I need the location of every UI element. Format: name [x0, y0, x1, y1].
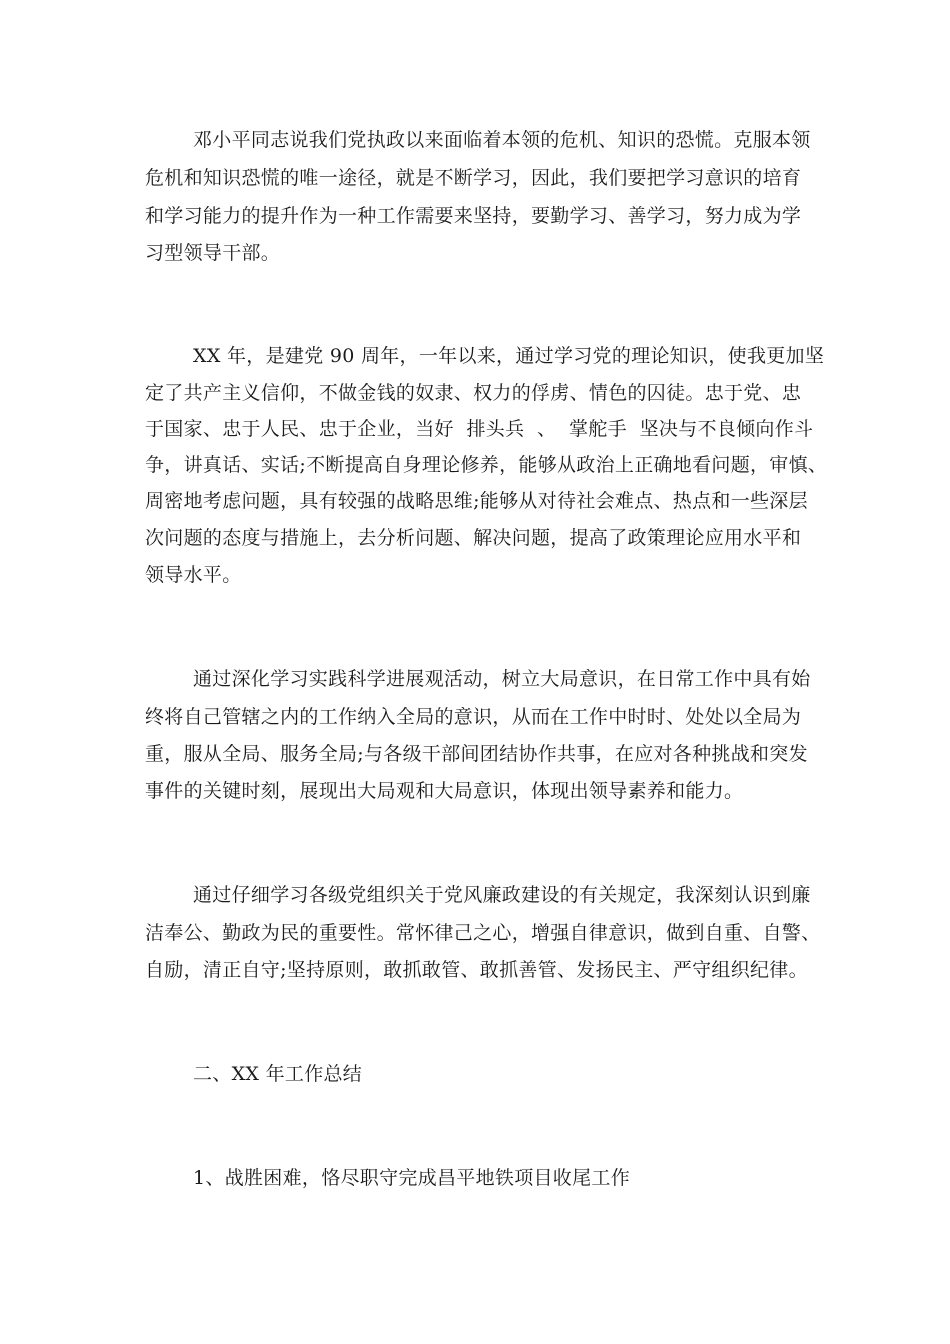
paragraph-line: 领导水平。	[145, 564, 242, 586]
paragraph-line: 通过深化学习实践科学进展观活动，树立大局意识，在日常工作中具有始	[193, 668, 811, 690]
paragraph-line: 自励，清正自守;坚持原则，敢抓敢管、敢抓善管、发扬民主、严守组织纪律。	[145, 959, 808, 981]
paragraph-line: 定了共产主义信仰，不做金钱的奴隶、权力的俘虏、情色的囚徒。忠于党、忠	[145, 382, 802, 404]
section-heading: 二、XX 年工作总结	[193, 1063, 363, 1085]
paragraph-line: 次问题的态度与措施上，去分析问题、解决问题，提高了政策理论应用水平和	[145, 527, 802, 549]
paragraph-line: 和学习能力的提升作为一种工作需要来坚持，要勤学习、善学习，努力成为学	[145, 205, 802, 227]
paragraph-line: 洁奉公、勤政为民的重要性。常怀律己之心，增强自律意识，做到自重、自警、	[145, 922, 821, 944]
paragraph-line: 争，讲真话、实话;不断提高自身理论修养，能够从政治上正确地看问题，审慎、	[145, 454, 828, 476]
paragraph-line: 通过仔细学习各级党组织关于党风廉政建设的有关规定，我深刻认识到廉	[193, 884, 811, 906]
paragraph-line: 事件的关键时刻，展现出大局观和大局意识，体现出领导素养和能力。	[145, 780, 744, 802]
paragraph-line: 重，服从全局、服务全局;与各级干部间团结协作共事，在应对各种挑战和突发	[145, 743, 808, 765]
paragraph-line: 于国家、忠于人民、忠于企业，当好 排头兵 、 掌舵手 坚决与不良倾向作斗	[145, 418, 814, 440]
paragraph-line: XX 年，是建党 90 周年，一年以来，通过学习党的理论知识，使我更加坚	[193, 345, 825, 367]
paragraph-line: 邓小平同志说我们党执政以来面临着本领的危机、知识的恐慌。克服本领	[193, 129, 811, 151]
paragraph-line: 危机和知识恐慌的唯一途径，就是不断学习，因此，我们要把学习意识的培育	[145, 167, 802, 189]
paragraph-line: 习型领导干部。	[145, 242, 281, 264]
paragraph-line: 周密地考虑问题，具有较强的战略思维;能够从对待社会难点、热点和一些深层	[145, 490, 808, 512]
subsection-heading: 1、战胜困难，恪尽职守完成昌平地铁项目收尾工作	[193, 1167, 630, 1189]
paragraph-line: 终将自己管辖之内的工作纳入全局的意识，从而在工作中时时、处处以全局为	[145, 706, 802, 728]
